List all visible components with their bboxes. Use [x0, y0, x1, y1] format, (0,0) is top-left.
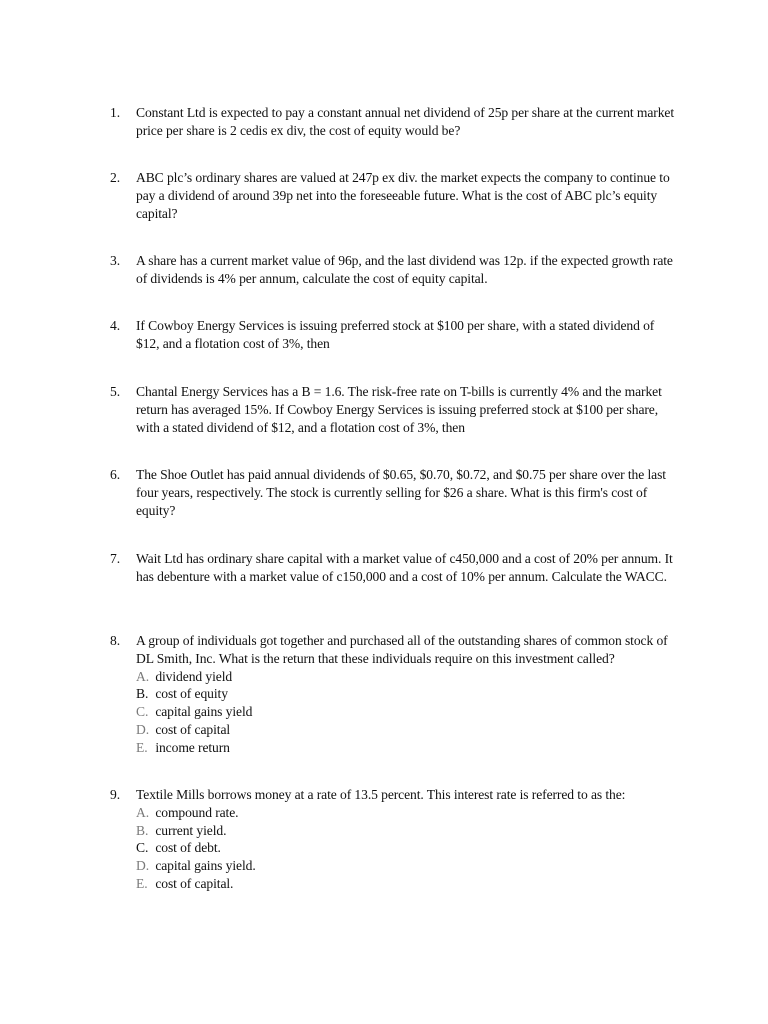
question-number: 7.	[110, 551, 120, 566]
option-text: capital gains yield.	[155, 858, 256, 874]
option-text: income return	[155, 739, 230, 755]
answer-option	[136, 703, 680, 721]
question-number: 8.	[110, 633, 120, 648]
option-text: current yield.	[155, 822, 227, 838]
answer-option	[136, 875, 680, 893]
question-text: Wait Ltd has ordinary share capital with a market value of c450,000 and a cost of 20% per annum. It has debenture with a market value of c150,000 and a cost of 10% per annum. Calculate the WACC.	[136, 551, 673, 584]
question-text: A group of individuals got together and purchased all of the outstanding shares of common stock of DL Smith, Inc. What is the return that these individuals require on this investment called?	[136, 633, 668, 666]
question-3	[110, 252, 680, 288]
answer-option	[136, 739, 680, 757]
option-letter: A.	[136, 668, 150, 684]
question-text: Textile Mills borrows money at a rate of 13.5 percent. This interest rate is referred to as the:	[136, 787, 626, 802]
option-text: cost of capital.	[155, 875, 234, 891]
answer-option	[136, 804, 680, 822]
option-letter: C.	[136, 704, 149, 720]
question-text: ABC plc’s ordinary shares are valued at 247p ex div. the market expects the company to continue to pay a dividend of around 39p net into the foreseeable future. What is the cost of ABC plc’s equity capital?	[136, 170, 670, 221]
question-number: 5.	[110, 384, 120, 399]
option-letter: C.	[136, 840, 149, 856]
question-number: 3.	[110, 253, 120, 268]
answer-option	[136, 839, 680, 857]
option-letter: B.	[136, 822, 149, 838]
question-number: 1.	[110, 105, 120, 120]
question-text: The Shoe Outlet has paid annual dividends of $0.65, $0.70, $0.72, and $0.75 per share over the last four years, respectively. The stock is currently selling for $26 a share. What is this firm's cost of equity?	[136, 467, 666, 518]
question-number: 6.	[110, 467, 120, 482]
question-text: Chantal Energy Services has a B = 1.6. The risk-free rate on T-bills is currently 4% and the market return has averaged 15%. If Cowboy Energy Services is issuing preferred stock at $100 per share, with a stated dividend of $12, and a flotation cost of 3%, then	[136, 384, 662, 435]
option-text: cost of capital	[155, 721, 231, 737]
question-7	[110, 550, 680, 586]
question-number: 4.	[110, 318, 120, 333]
option-letter: D.	[136, 721, 150, 737]
question-number: 9.	[110, 787, 120, 802]
question-text: Constant Ltd is expected to pay a constant annual net dividend of 25p per share at the current market price per share is 2 cedis ex div, the cost of equity would be?	[136, 105, 675, 138]
question-2	[110, 169, 680, 222]
answer-option	[136, 685, 680, 703]
option-text: capital gains yield	[155, 704, 253, 720]
question-number: 2.	[110, 170, 120, 185]
question-4	[110, 317, 680, 353]
question-8	[110, 632, 680, 757]
option-letter: E.	[136, 739, 148, 755]
question-6	[110, 466, 680, 519]
question-1	[110, 104, 680, 140]
question-9	[110, 786, 680, 893]
answer-option	[136, 668, 680, 686]
option-letter: A.	[136, 804, 150, 820]
option-text: dividend yield	[155, 668, 233, 684]
question-text: If Cowboy Energy Services is issuing preferred stock at $100 per share, with a stated dividend of $12, and a flotation cost of 3%, then	[136, 318, 655, 351]
question-5	[110, 383, 680, 436]
option-letter: D.	[136, 858, 150, 874]
option-letter: E.	[136, 875, 148, 891]
option-text: cost of debt.	[155, 840, 221, 856]
question-text: A share has a current market value of 96p, and the last dividend was 12p. if the expected growth rate of dividends is 4% per annum, calculate the cost of equity capital.	[136, 253, 673, 286]
answer-option	[136, 822, 680, 840]
option-text: compound rate.	[155, 804, 239, 820]
answer-option	[136, 857, 680, 875]
option-text: cost of equity	[155, 686, 228, 702]
option-letter: B.	[136, 686, 149, 702]
answer-option	[136, 721, 680, 739]
